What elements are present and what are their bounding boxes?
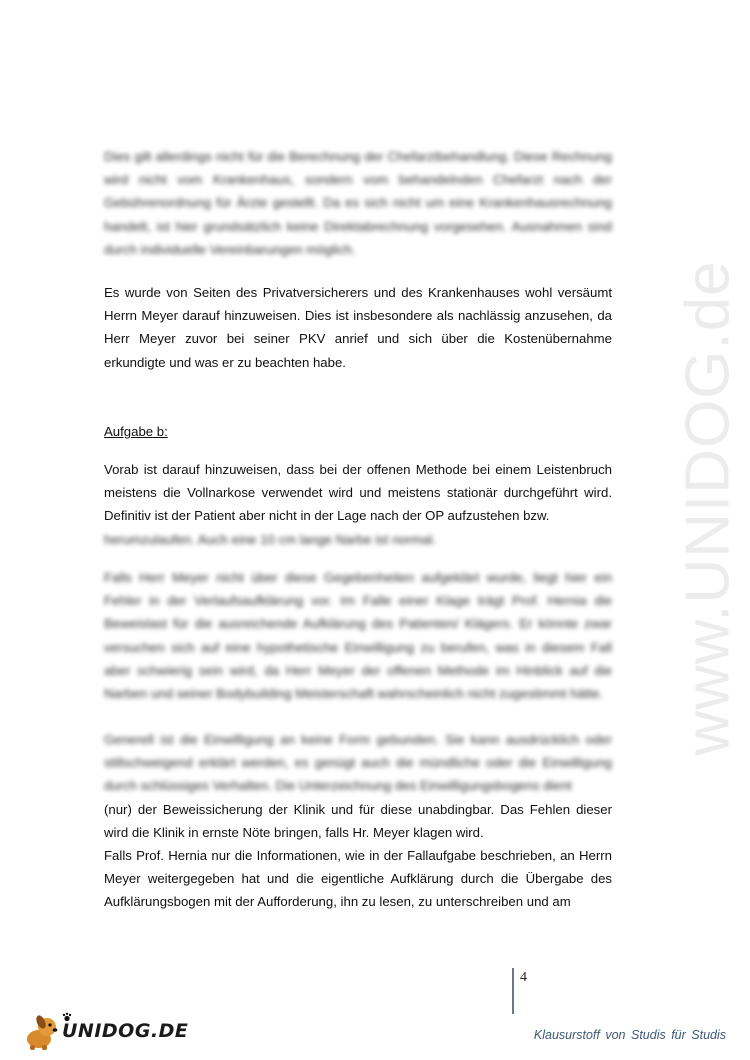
blurred-paragraph-1 [104,145,612,261]
heading-text: Aufgabe b: [104,424,168,439]
footer-slogan: Klausurstoff von Studis für Studis [533,1028,726,1042]
paragraph-6 [104,844,612,914]
paragraph-3 [104,458,612,551]
blurred-paragraph-4 [104,566,612,705]
logo-text: UNIDOG.DE [62,1020,189,1042]
dog-icon [22,1012,62,1052]
paragraph-text: Falls Prof. Hernia nur die Informationen, wie in der Fallaufgabe beschrieben, an Herrn Meyer weitergegeben hat und die eigentliche Aufklärung durch die Übergabe des Aufklärungsbogen mit der Aufforderung, ihn zu lesen, zu unterschreiben und am [104,848,612,910]
paragraph-blurred-part: Generell ist die Einwilligung an keine Form gebunden. Sie kann ausdrücklich oder stillschweigend erklärt werden, es genügt auch die mündliche oder die Einwilligung durch schlüssiges Verhalten. Die Unterzeichnung des Einwilligungsbogens dient [104,732,612,794]
paragraph-text: Vorab ist darauf hinzuweisen, dass bei der offenen Methode bei einem Leistenbruch meistens die Vollnarkose verwendet wird und meistens stationär durchgeführt wird. Definitiv ist der Patient aber nicht in der Lage nach der OP aufzustehen bzw. [104,462,612,524]
paragraph-text: (nur) der Beweissicherung der Klinik und für diese unabdingbar. Das Fehlen dieser wird die Klinik in ernste Nöte bringen, falls Hr. Meyer klagen wird. [104,801,612,840]
page-number-divider [512,968,514,1014]
section-heading-b [104,420,612,443]
watermark: www.UNIDOG.de [673,260,743,756]
unidog-logo [22,1012,189,1052]
paragraph-text: Falls Herr Meyer nicht über diese Gegebenheiten aufgeklärt wurde, liegt hier ein Fehler in der Verlaufsaufklärung vor. Im Falle einer Klage trägt Prof. Hernia die Beweislast für die ausreichende Aufklärung des Patienten/ Klägers. Er könnte zwar versuchen sich auf eine hypothetische Einwilligung zu berufen, was in diesem Fall aber schwierig sein wird, da Herr Meyer der offenen Methode im Hinblick auf die Narben und seiner Bodybuilding Meisterschaft wahrscheinlich nicht zugestimmt hätte. [104,570,612,702]
paragraph-2 [104,281,612,374]
paragraph-text: Es wurde von Seiten des Privatversicherers und des Krankenhauses wohl versäumt Herrn Meyer darauf hinzuweisen. Dies ist insbesondere als nachlässig anzusehen, da Herr Meyer zuvor bei seiner PKV anrief und sich über die Kostenübernahme erkundigte und was er zu beachten habe. [104,285,612,370]
paragraph-blurred-line: herumzulaufen. Auch eine 10 cm lange Narbe ist normal. [104,531,437,547]
page-number: 4 [520,970,527,985]
paragraph-text: Dies gilt allerdings nicht für die Berechnung der Chefarztbehandlung. Diese Rechnung wird nicht vom Krankenhaus, sondern vom behandelnden Chefarzt nach der Gebührenordnung für Ärzte gestellt. Da es sich nicht um eine Krankenhausrechnung handelt, ist hier grundsätzlich keine Direktabrechnung vorgesehen. Ausnahmen sind durch individuelle Vereinbarungen möglich. [104,149,612,257]
paragraph-5 [104,728,612,844]
